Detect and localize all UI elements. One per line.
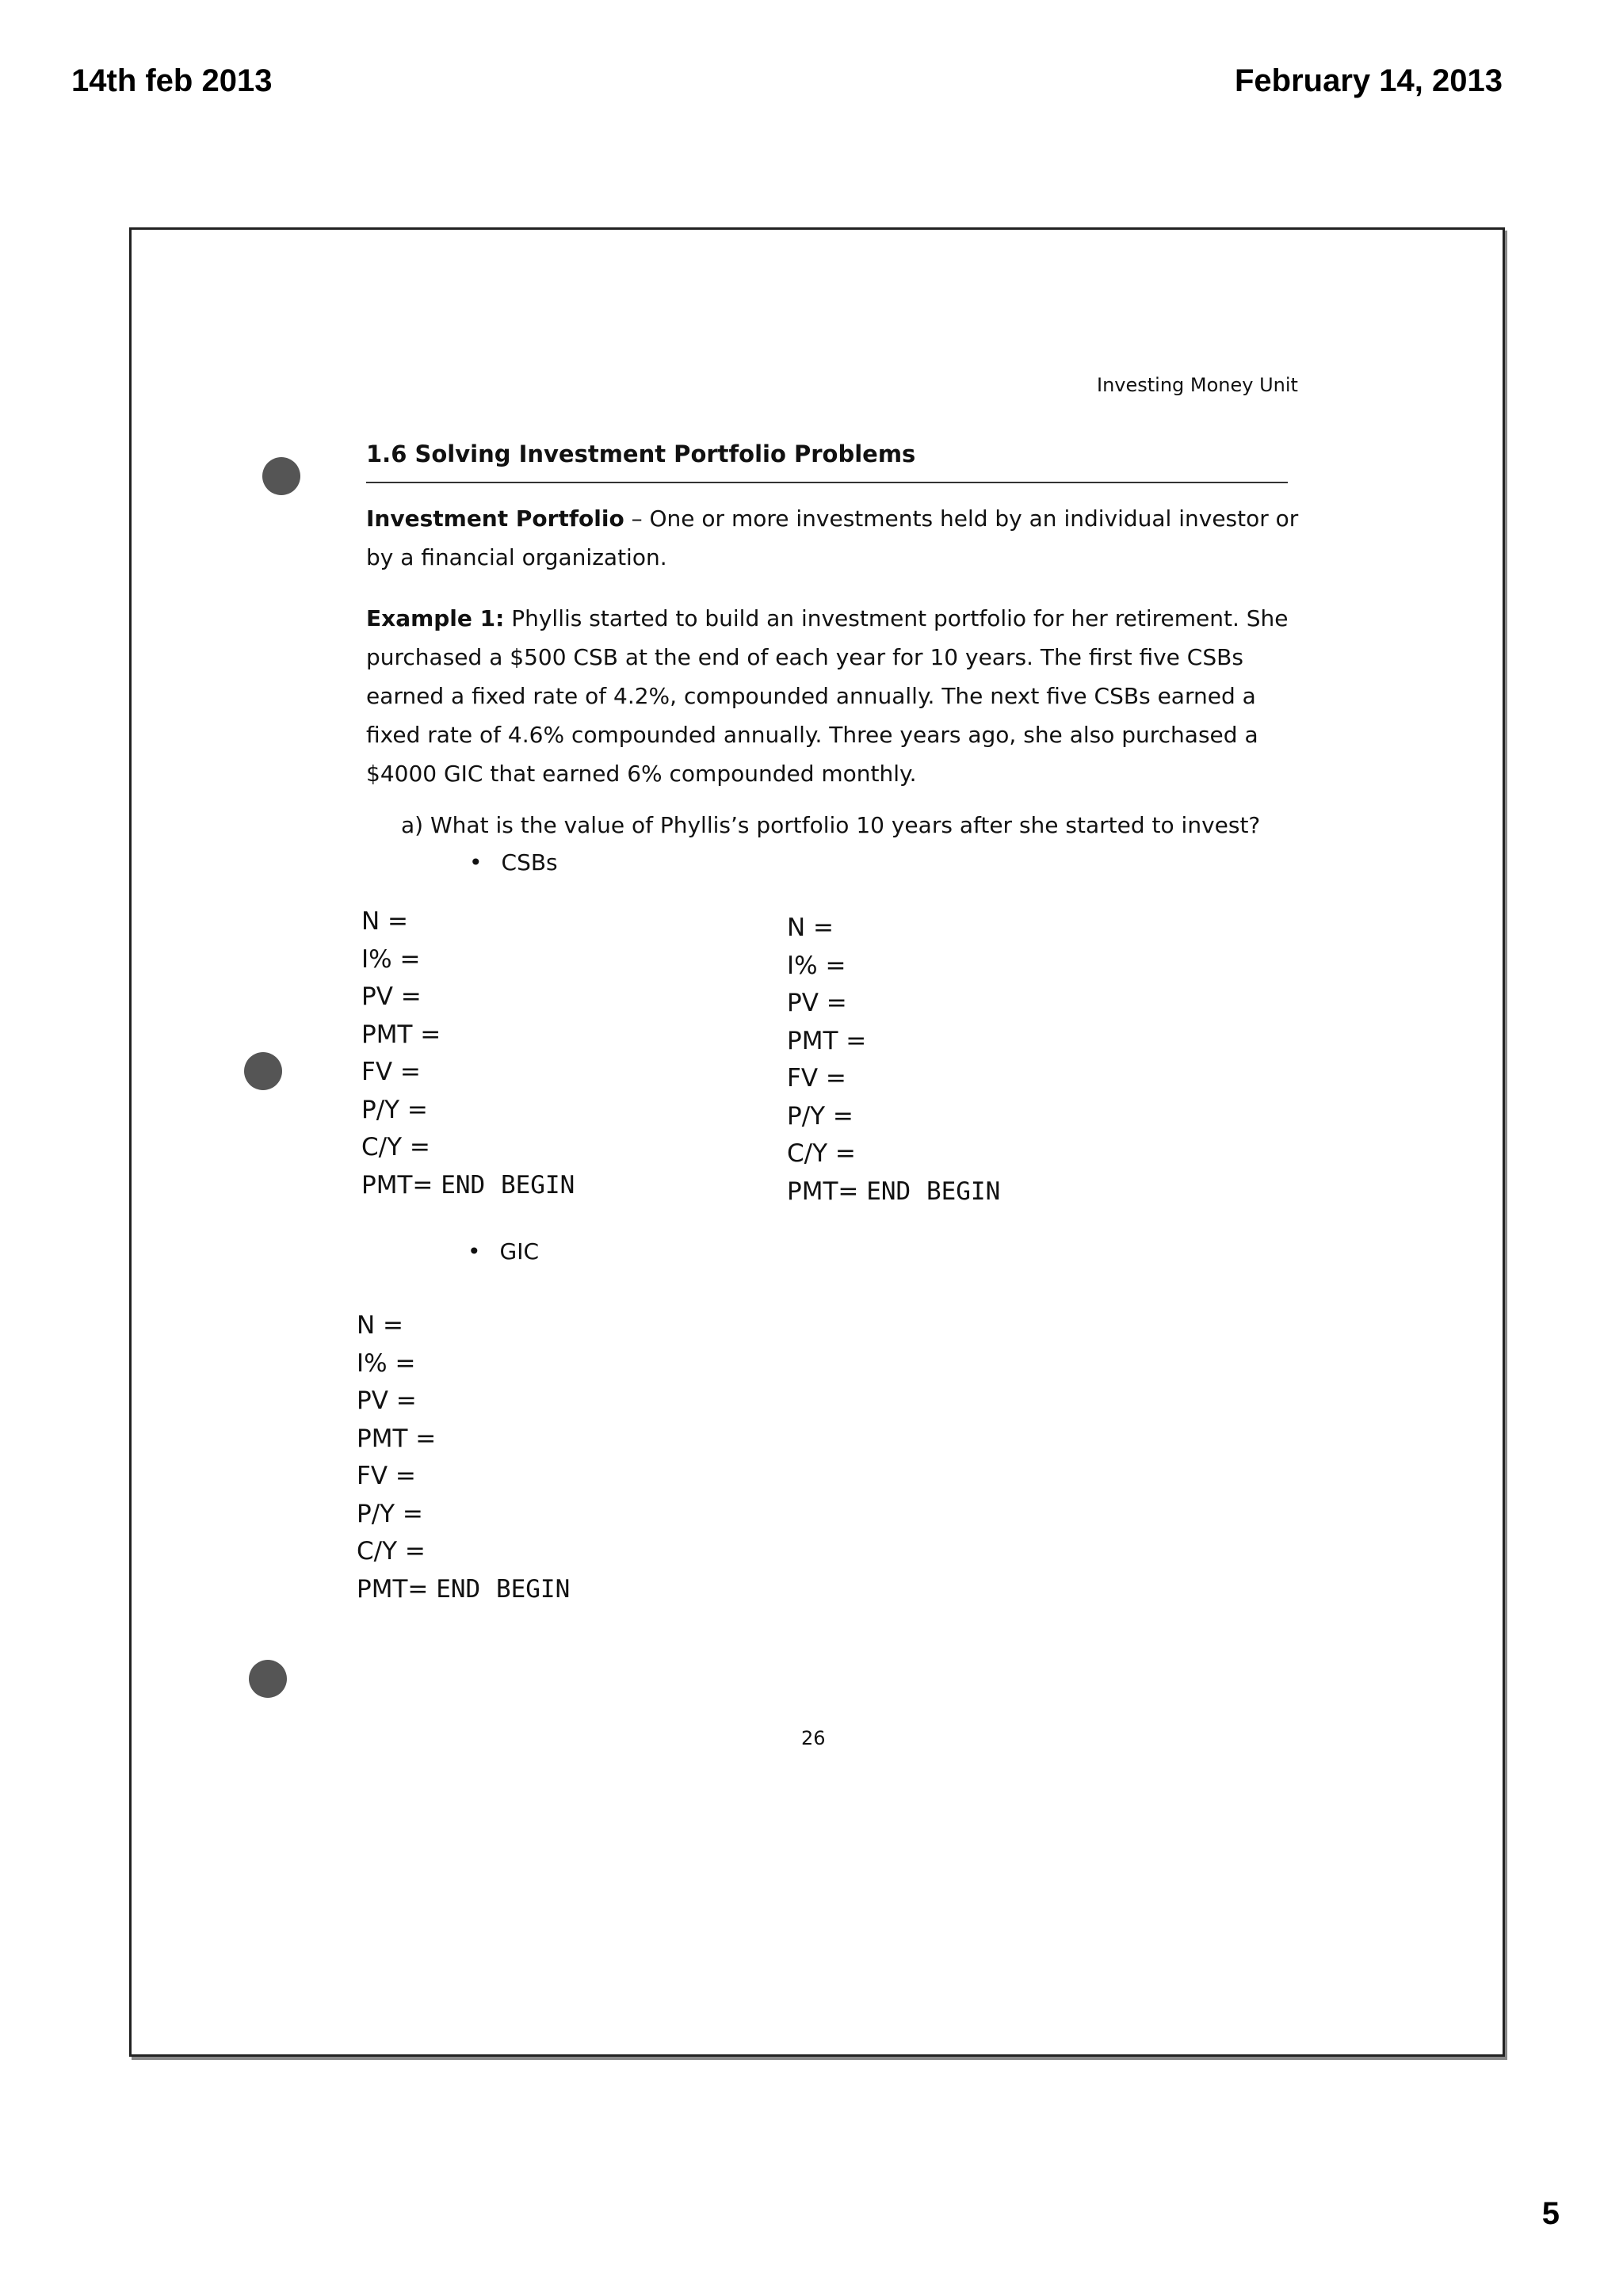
question-a: a) What is the value of Phyllis’s portfolio 10 years after she started to invest? <box>401 812 1261 838</box>
bullet-gic: • GIC <box>468 1238 539 1264</box>
tvm-form-csb-1 <box>361 903 575 1204</box>
form-row: C/Y = <box>357 1537 426 1566</box>
bullet-csbs: • CSBs <box>469 849 558 875</box>
sheet-page-number: 26 <box>801 1727 826 1749</box>
definition-term: Investment Portfolio <box>366 505 624 532</box>
form-row: P/Y = <box>361 1095 428 1124</box>
pmt-begin: BEGIN <box>926 1177 1001 1206</box>
definition-paragraph <box>366 499 1301 577</box>
unit-label: Investing Money Unit <box>1097 374 1298 396</box>
form-row: PV = <box>361 982 422 1011</box>
pmt-begin: BEGIN <box>495 1574 571 1604</box>
title-divider <box>366 482 1288 483</box>
pmt-end: END <box>436 1574 481 1604</box>
form-row: C/Y = <box>787 1139 856 1168</box>
form-row: I% = <box>787 951 846 980</box>
form-row: N = <box>357 1311 404 1340</box>
form-row: FV = <box>361 1058 421 1086</box>
tvm-form-gic <box>357 1307 570 1608</box>
punch-hole-middle <box>244 1052 282 1090</box>
punch-hole-top <box>262 457 300 495</box>
form-row: P/Y = <box>787 1101 854 1131</box>
form-row: N = <box>787 913 834 942</box>
example-paragraph <box>366 599 1301 793</box>
pmt-end: END <box>441 1170 486 1199</box>
tvm-form-csb-2 <box>787 910 1000 1211</box>
form-row: FV = <box>787 1064 846 1093</box>
pmt-mode-row <box>361 1167 575 1205</box>
form-row: PV = <box>787 989 847 1017</box>
pmt-label: PMT= <box>357 1574 429 1604</box>
worksheet-page <box>129 227 1505 2057</box>
pmt-label: PMT= <box>787 1177 859 1206</box>
header-date: February 14, 2013 <box>1235 63 1503 98</box>
header-title: 14th feb 2013 <box>71 63 273 98</box>
form-row: C/Y = <box>361 1133 430 1161</box>
pmt-begin: BEGIN <box>500 1170 575 1199</box>
form-row: PMT = <box>357 1424 437 1453</box>
form-row: PV = <box>357 1386 417 1415</box>
form-row: FV = <box>357 1462 416 1490</box>
pmt-mode-row <box>357 1571 570 1609</box>
punch-hole-bottom <box>249 1660 287 1698</box>
form-row: N = <box>361 907 409 936</box>
pmt-mode-row <box>787 1173 1000 1211</box>
section-title: 1.6 Solving Investment Portfolio Problems <box>366 441 916 467</box>
definition-text: – One or more investments held by an individual investor or by a financial organization. <box>366 505 1299 570</box>
form-row: P/Y = <box>357 1499 423 1528</box>
form-row: I% = <box>357 1348 416 1378</box>
pmt-label: PMT= <box>361 1170 433 1199</box>
example-text: Phyllis started to build an investment portfolio for her retirement. She purchased a $500 CSB at the end of each year for 10 years. The first five CSBs earned a fixed rate of 4.2%, compounded annually. The next five CSBs earned a fixed rate of 4.6% compounded annually. Three years ago, she also purchased a $4000 GIC that earned 6% compounded monthly. <box>366 605 1289 787</box>
pmt-end: END <box>866 1177 911 1206</box>
example-label: Example 1: <box>366 605 505 631</box>
form-row: PMT = <box>787 1026 867 1055</box>
page-number: 5 <box>1541 2196 1560 2231</box>
form-row: PMT = <box>361 1020 441 1049</box>
form-row: I% = <box>361 944 421 974</box>
